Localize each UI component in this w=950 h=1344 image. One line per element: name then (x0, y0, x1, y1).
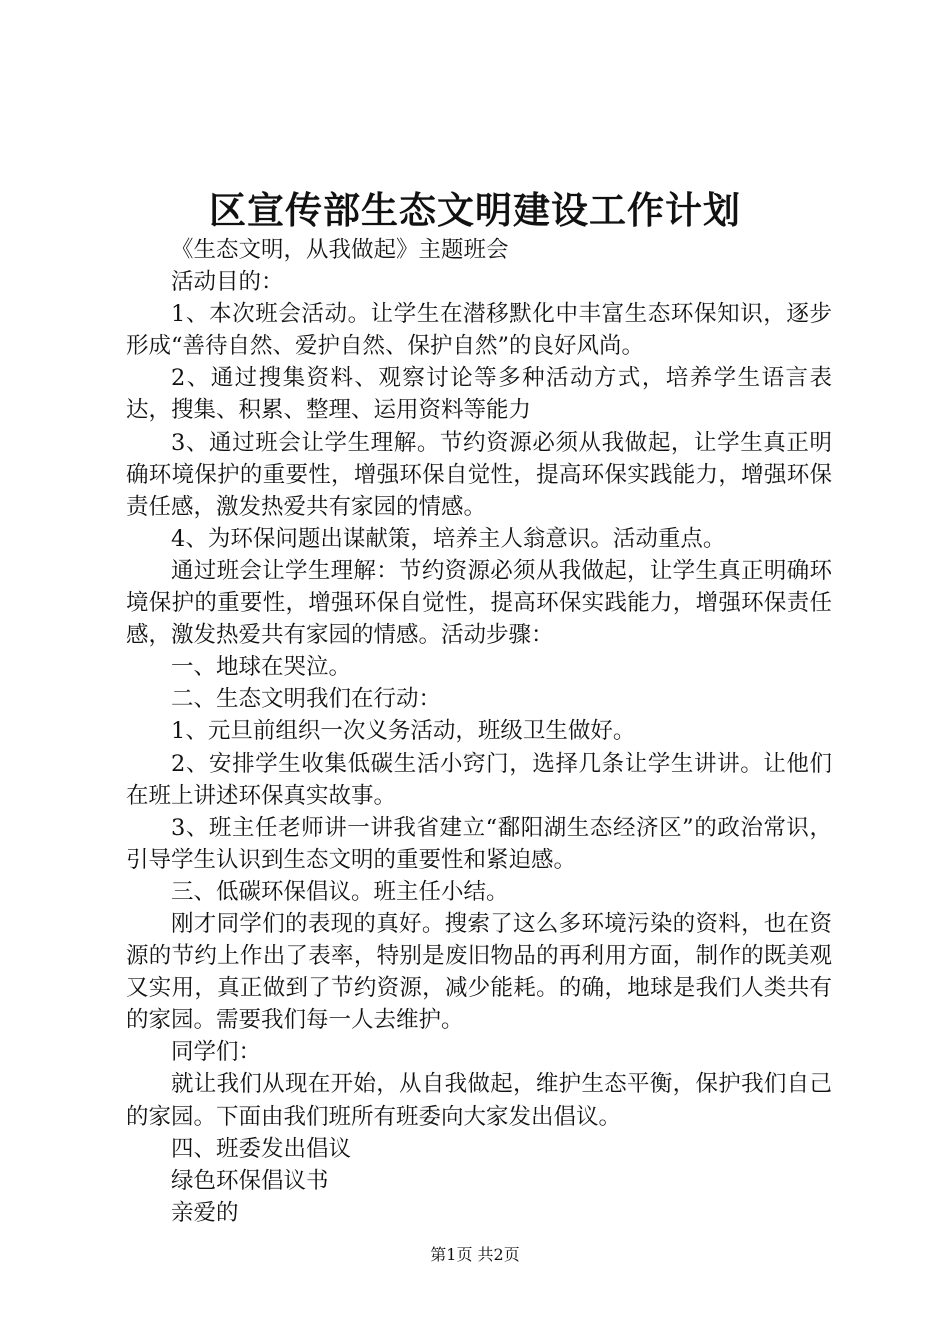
document-body (126, 234, 832, 1229)
paragraph: 亲爱的 (171, 1199, 239, 1226)
paragraph: 一、地球在哭泣。 (171, 654, 352, 681)
paragraph: 2、通过搜集资料、观察讨论等多种活动方式，培养学生语言表达，搜集、积累、整理、运用资料等能力 (126, 365, 832, 424)
document-title: 区宣传部生态文明建设工作计划 (209, 188, 741, 232)
paragraph: 3、通过班会让学生理解。节约资源必须从我做起，让学生真正明确环境保护的重要性，增强环保自觉性，提高环保实践能力，增强环保责任感，激发热爱共有家园的情感。 (126, 429, 832, 520)
paragraph: 3、班主任老师讲一讲我省建立“鄱阳湖生态经济区”的政治常识，引导学生认识到生态文明的重要性和紧迫感。 (126, 814, 832, 873)
paragraph: 三、低碳环保倡议。班主任小结。 (171, 878, 509, 905)
paragraph: 二、生态文明我们在行动： (171, 686, 442, 713)
paragraph: 就让我们从现在开始，从自我做起，维护生态平衡，保护我们自己的家园。下面由我们班所有班委向大家发出倡议。 (126, 1071, 832, 1130)
paragraph: 通过班会让学生理解：节约资源必须从我做起，让学生真正明确环境保护的重要性，增强环保自觉性，提高环保实践能力，增强环保责任感，激发热爱共有家园的情感。活动步骤： (126, 557, 832, 649)
paragraph: 活动目的： (171, 269, 284, 296)
paragraph: 刚才同学们的表现的真好。搜索了这么多环境污染的资料，也在资源的节约上作出了表率，特别是废旧物品的再利用方面，制作的既美观又实用，真正做到了节约资源，减少能耗。的确，地球是我们人类共有的家园。需要我们每一人去维护。 (126, 910, 832, 1034)
page-footer: 第1页 共2页 (430, 1245, 520, 1264)
paragraph: 1、本次班会活动。让学生在潜移默化中丰富生态环保知识，逐步形成“善待自然、爱护自然、保护自然”的良好风尚。 (126, 301, 832, 360)
paragraph: 绿色环保倡议书 (171, 1167, 329, 1194)
paragraph: 1、元旦前组织一次义务活动，班级卫生做好。 (171, 718, 636, 745)
paragraph: 4、为环保问题出谋献策，培养主人翁意识。活动重点。 (171, 525, 726, 552)
paragraph: 四、班委发出倡议 (171, 1135, 352, 1162)
paragraph: 《生态文明，从我做起》主题班会 (171, 237, 509, 263)
paragraph: 同学们： (171, 1039, 262, 1066)
paragraph: 2、安排学生收集低碳生活小窍门，选择几条让学生讲讲。让他们在班上讲述环保真实故事。 (126, 750, 832, 809)
